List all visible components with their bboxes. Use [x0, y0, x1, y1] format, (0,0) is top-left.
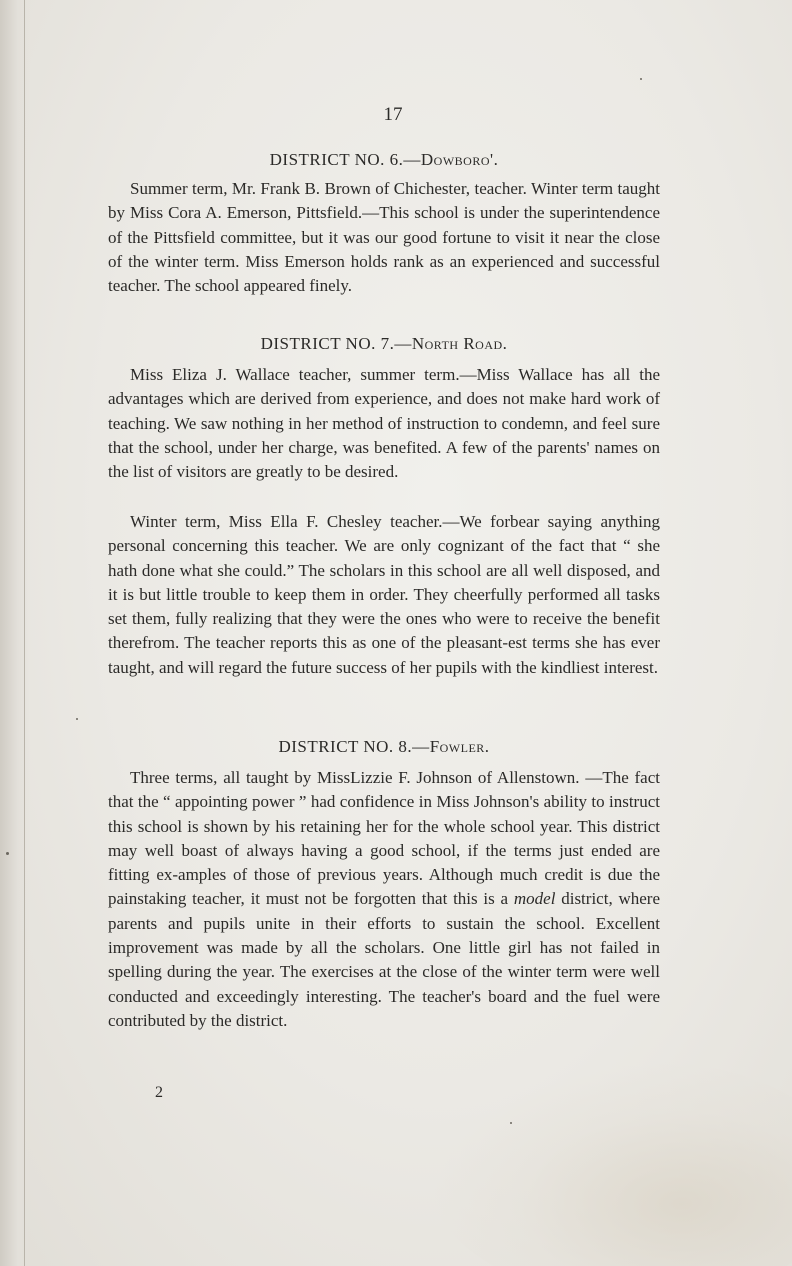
paper-speck: [6, 852, 9, 855]
heading-district-number: DISTRICT NO. 8.—: [278, 737, 430, 756]
district-8-paragraph: Three terms, all taught by MissLizzie F. Johnson of Allenstown. —The fact that the “ appointing power ” had confidence in Miss Johnson's ability to instruct this school is shown by his retaining her for the whole school year. This district may well boast of always having a good school, if the terms just ended are fitting ex-amples of those of previous years. Although much credit is due the painstaking teacher, it must not be forgotten that this is a model district, where parents and pupils unite in their efforts to sustain the school. Excellent improvement was made by all the scholars. One little girl has not failed in spelling during the year. The exercises at the close of the winter term were well conducted and exceedingly interesting. The teacher's board and the fuel were contributed by the district.: [108, 768, 661, 1030]
heading-district-number: DISTRICT NO. 7.—: [260, 334, 412, 353]
section-heading-district-6: [108, 150, 660, 170]
heading-district-number: DISTRICT NO. 6.—: [269, 150, 421, 169]
page-number: 17: [383, 104, 403, 125]
paper-speck: [510, 1122, 512, 1124]
heading-place-name: Fowler.: [429, 737, 490, 756]
signature-mark: 2: [155, 1084, 163, 1101]
binding-edge-line: [24, 0, 25, 1266]
district-7-winter-paragraph: Winter term, Miss Ella F. Chesley teacher.—We forbear saying anything personal concerning this teacher. We are only cognizant of the fact that “ she hath done what she could.” The scholars in this school are all well disposed, and it is but little trouble to keep them in order. They cheerfully performed all tasks set them, fully realizing that they were the ones who were to receive the benefit therefrom. The teacher reports this as one of the pleasant-est terms she has ever taught, and will regard the future success of her pupils with the kindliest interest.: [108, 512, 660, 677]
binding-shadow: [0, 0, 30, 1266]
district-7-summer-paragraph: Miss Eliza J. Wallace teacher, summer term.—Miss Wallace has all the advantages which are derived from experience, and does not make hard work of teaching. We saw nothing in her method of instruction to condemn, and feel sure that the school, under her charge, was benefited. A few of the parents' names on the list of visitors are greatly to be desired.: [108, 365, 660, 482]
paper-speck: [76, 718, 78, 720]
paper-stain: [430, 1060, 792, 1266]
section-heading-district-7: [108, 334, 660, 354]
heading-place-name: Dowboro'.: [420, 150, 499, 169]
paper-speck: [640, 78, 642, 80]
heading-place-name: North Road.: [411, 334, 508, 353]
emphasis-model: model: [513, 889, 556, 909]
section-heading-district-8: [108, 737, 660, 757]
district-6-paragraph: Summer term, Mr. Frank B. Brown of Chichester, teacher. Winter term taught by Miss Cora A. Emerson, Pittsfield.—This school is under the superintendence of the Pittsfield committee, but it was our good fortune to visit it near the close of the winter term. Miss Emerson holds rank as an experienced and successful teacher. The school appeared finely.: [108, 179, 660, 296]
